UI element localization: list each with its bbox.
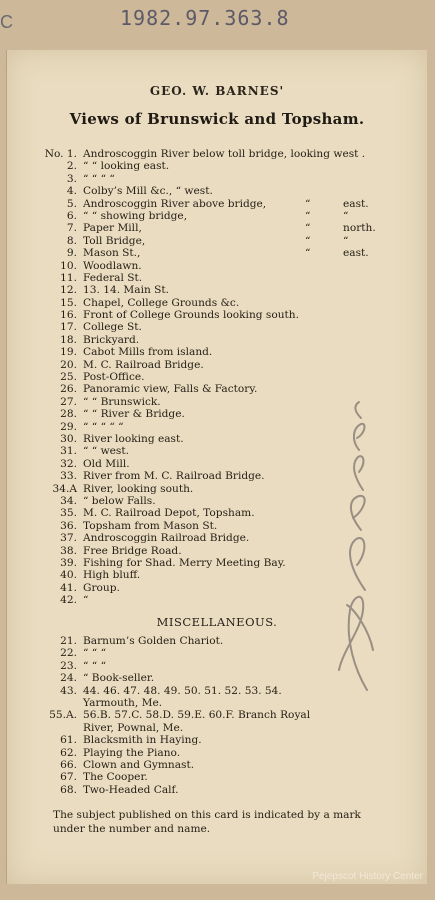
- item-text: Group.: [83, 581, 120, 594]
- item-ditto: “: [305, 234, 311, 247]
- item-text: 13. 14. Main St.: [83, 284, 170, 297]
- item-text: “: [83, 594, 89, 607]
- misc-heading: MISCELLANEOUS.: [156, 615, 278, 629]
- footer-note: The subject published on this card is indicated by a mark under the number and name.: [53, 809, 361, 835]
- item-text: “ “ looking east.: [83, 160, 170, 173]
- item-number: 16.: [60, 309, 77, 322]
- item-number: No. 1.: [44, 148, 77, 160]
- item-number: 32.: [60, 457, 77, 470]
- list-item: [21, 272, 421, 284]
- card-title: Views of Brunswick and Topsham.: [69, 110, 365, 128]
- item-number: 34.A: [52, 482, 77, 495]
- list-item: [21, 185, 421, 197]
- list-item: [21, 297, 421, 309]
- list-item: [21, 321, 421, 333]
- item-text: 56.B. 57.C. 58.D. 59.E. 60.F. Branch Royal: [83, 709, 311, 722]
- item-text: Barnum’s Golden Chariot.: [83, 635, 224, 647]
- item-text: Topsham from Mason St.: [83, 519, 218, 532]
- item-text: “ “ “ “: [83, 172, 115, 185]
- item-text: College St.: [83, 321, 142, 334]
- list-item: [21, 284, 421, 296]
- item-number: 5.: [66, 197, 77, 210]
- item-text: “ “ west.: [83, 445, 129, 458]
- list-item: [21, 747, 421, 759]
- item-text: Old Mill.: [83, 457, 130, 470]
- item-number: 19.: [60, 346, 77, 359]
- item-text: Toll Bridge,: [83, 234, 146, 247]
- item-number: 22.: [60, 647, 77, 660]
- list-item: [21, 722, 421, 734]
- item-number: 3.: [66, 172, 77, 185]
- item-number: 12.: [60, 284, 77, 297]
- item-number: 55.A.: [49, 709, 77, 722]
- item-text: Post-Office.: [83, 371, 145, 384]
- item-number: 35.: [60, 507, 77, 520]
- item-text: Playing the Piano.: [83, 746, 181, 759]
- item-text: River, Pownal, Me.: [83, 721, 184, 734]
- item-text: “ “ Brunswick.: [83, 395, 161, 408]
- item-number: 68.: [60, 783, 77, 796]
- item-text: River from M. C. Railroad Bridge.: [83, 470, 265, 483]
- item-number: 26.: [60, 383, 77, 396]
- item-text: Clown and Gymnast.: [83, 758, 195, 771]
- item-number: 31.: [60, 445, 77, 458]
- item-text: Yarmouth, Me.: [83, 696, 163, 709]
- item-number: 38.: [60, 544, 77, 557]
- list-item: [21, 198, 421, 210]
- list-item: [21, 334, 421, 346]
- item-text: Cabot Mills from island.: [83, 346, 213, 359]
- item-direction: east.: [343, 247, 369, 260]
- item-number: 20.: [60, 358, 77, 371]
- item-number: 67.: [60, 771, 77, 784]
- item-number: 62.: [60, 746, 77, 759]
- credit-watermark: Pejepscot History Center: [312, 871, 423, 882]
- item-number: 10.: [60, 259, 77, 272]
- list-item: [21, 383, 421, 395]
- item-number: 11.: [60, 271, 77, 284]
- item-text: River looking east.: [83, 432, 184, 445]
- item-text: Panoramic view, Falls & Factory.: [83, 383, 258, 396]
- item-number: 24.: [60, 672, 77, 685]
- item-text: Androscoggin River above bridge,: [83, 197, 267, 210]
- item-number: 17.: [60, 321, 77, 334]
- item-text: Androscoggin Railroad Bridge.: [83, 532, 250, 545]
- list-item: [21, 148, 421, 160]
- item-ditto: “: [305, 247, 311, 260]
- item-number: 33.: [60, 470, 77, 483]
- item-text: “ “ “: [83, 659, 106, 672]
- list-item: [21, 235, 421, 247]
- item-text: Fishing for Shad. Merry Meeting Bay.: [83, 556, 286, 569]
- item-text: “ “ “: [83, 647, 106, 660]
- list-item: [21, 734, 421, 746]
- item-text: Federal St.: [83, 271, 143, 284]
- item-number: 43.: [60, 684, 77, 697]
- item-number: 36.: [60, 519, 77, 532]
- item-text: “ Book-seller.: [83, 672, 155, 685]
- item-number: 21.: [60, 635, 77, 647]
- item-text: High bluff.: [83, 569, 141, 582]
- list-item: [21, 160, 421, 172]
- item-text: Two-Headed Calf.: [83, 783, 179, 796]
- list-item: [21, 359, 421, 371]
- publisher-name: GEO. W. BARNES': [149, 84, 285, 98]
- item-text: Androscoggin River below toll bridge, looking west .: [83, 148, 366, 160]
- item-number: 30.: [60, 432, 77, 445]
- list-item: [21, 309, 421, 321]
- corner-mark: C: [0, 12, 13, 32]
- item-text: Blacksmith in Haying.: [83, 734, 202, 747]
- item-number: 29.: [60, 420, 77, 433]
- item-text: “ “ River & Bridge.: [83, 408, 185, 421]
- list-item: [21, 346, 421, 358]
- accession-number: 1982.97.363.8: [120, 6, 290, 30]
- list-item: [21, 260, 421, 272]
- list-item: [21, 222, 421, 234]
- list-item: [21, 210, 421, 222]
- item-number: 18.: [60, 333, 77, 346]
- item-text: River, looking south.: [83, 482, 194, 495]
- item-number: 9.: [66, 247, 77, 260]
- item-number: 25.: [60, 371, 77, 384]
- item-text: “ “ “ “ “: [83, 420, 124, 433]
- item-direction: north.: [343, 222, 376, 235]
- item-number: 39.: [60, 556, 77, 569]
- item-text: Brickyard.: [83, 333, 140, 346]
- list-item: [21, 784, 421, 796]
- item-ditto: “: [305, 197, 311, 210]
- item-direction: east.: [343, 197, 369, 210]
- item-number: 40.: [60, 569, 77, 582]
- item-number: 66.: [60, 758, 77, 771]
- item-text: Mason St.,: [83, 247, 141, 260]
- list-item: [21, 709, 421, 721]
- item-direction: “: [343, 209, 349, 222]
- item-direction: “: [343, 234, 349, 247]
- item-text: Colby’s Mill &c., “ west.: [83, 185, 213, 198]
- list-item: [21, 771, 421, 783]
- list-item: [21, 759, 421, 771]
- item-text: Paper Mill,: [83, 222, 142, 235]
- catalog-card: [6, 50, 427, 884]
- item-number: 2.: [66, 160, 77, 173]
- item-text: M. C. Railroad Depot, Topsham.: [83, 507, 255, 520]
- item-text: Free Bridge Road.: [83, 544, 182, 557]
- item-number: 34.: [60, 494, 77, 507]
- item-text: Front of College Grounds looking south.: [83, 309, 299, 322]
- item-number: 4.: [66, 185, 77, 198]
- item-number: 37.: [60, 532, 77, 545]
- list-item: [21, 371, 421, 383]
- item-text: Woodlawn.: [83, 259, 142, 272]
- item-number: 42.: [60, 594, 77, 607]
- item-number: 6.: [66, 209, 77, 222]
- item-number: 28.: [60, 408, 77, 421]
- list-item: [21, 247, 421, 259]
- item-number: 15.: [60, 296, 77, 309]
- item-number: 23.: [60, 659, 77, 672]
- item-text: M. C. Railroad Bridge.: [83, 358, 204, 371]
- item-text: “ “ showing bridge,: [83, 209, 188, 222]
- item-number: 27.: [60, 395, 77, 408]
- item-number: 7.: [66, 222, 77, 235]
- item-text: The Cooper.: [83, 771, 148, 784]
- item-ditto: “: [305, 222, 311, 235]
- item-text: 44. 46. 47. 48. 49. 50. 51. 52. 53. 54.: [83, 684, 282, 697]
- item-number: 61.: [60, 734, 77, 747]
- item-text: Chapel, College Grounds &c.: [83, 296, 240, 309]
- item-number: 41.: [60, 581, 77, 594]
- list-item: [21, 173, 421, 185]
- item-text: “ below Falls.: [83, 494, 156, 507]
- item-ditto: “: [305, 209, 311, 222]
- handwritten-signature: [325, 400, 385, 700]
- item-number: 8.: [66, 234, 77, 247]
